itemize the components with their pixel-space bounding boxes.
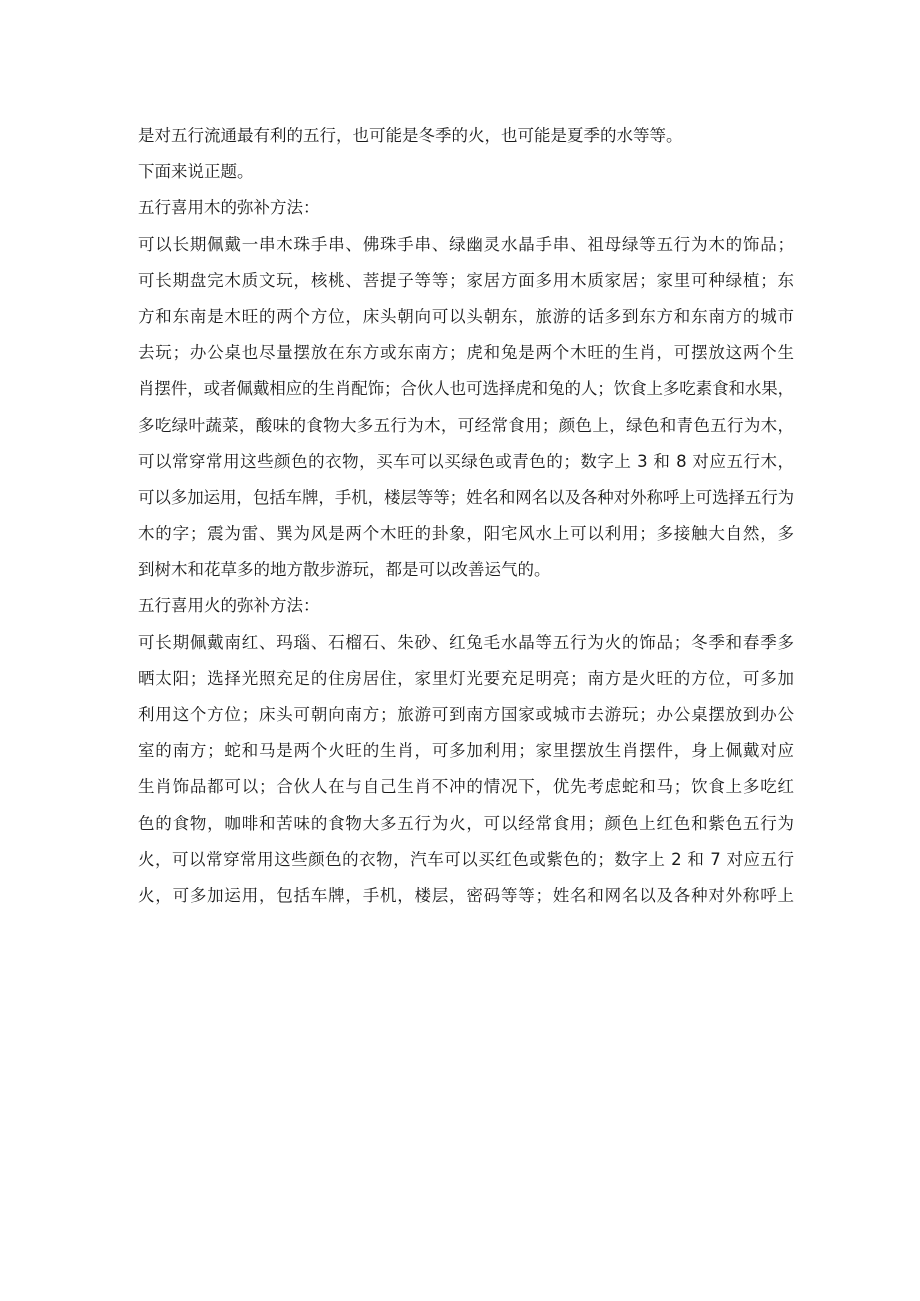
section-heading-wood: 五行喜用木的弥补方法：	[138, 198, 320, 218]
text-line-6: 方和东南是木旺的两个方位，床头朝向可以头朝东，旅游的话多到东方和东南方的城市	[138, 306, 794, 326]
text-line-1: 是对五行流通最有利的五行，也可能是冬季的火，也可能是夏季的水等等。	[138, 126, 683, 145]
text-line-8: 肖摆件，或者佩戴相应的生肖配饰；合伙人也可选择虎和兔的人；饮食上多吃素食和水果，	[138, 379, 794, 399]
document-body	[138, 118, 794, 914]
text-line-11: 可以多加运用，包括车牌，手机，楼层等等；姓名和网名以及各种对外称呼上可选择五行为	[138, 487, 794, 507]
text-line-5: 可长期盘完木质文玩，核桃、菩提子等等；家居方面多用木质家居；家里可种绿植；东	[138, 270, 794, 290]
text-line-9: 多吃绿叶蔬菜，酸味的食物大多五行为木，可经常食用；颜色上，绿色和青色五行为木，	[138, 415, 794, 435]
text-line-17: 利用这个方位；床头可朝向南方；旅游可到南方国家或城市去游玩；办公桌摆放到办公	[138, 705, 794, 724]
text-line-19: 生肖饰品都可以；合伙人在与自己生肖不冲的情况下，优先考虑蛇和马；饮食上多吃红	[138, 777, 794, 797]
text-line-20: 色的食物，咖啡和苦味的食物大多五行为火，可以经常食用；颜色上红色和紫色五行为	[138, 813, 794, 833]
text-line-4: 可以长期佩戴一串木珠手串、佛珠手串、绿幽灵水晶手串、祖母绿等五行为木的饰品；	[138, 234, 794, 254]
text-line-16: 晒太阳；选择光照充足的住房居住，家里灯光要充足明亮；南方是火旺的方位，可多加	[138, 668, 794, 688]
text-line-12: 木的字；震为雷、巽为风是两个木旺的卦象，阳宅风水上可以利用；多接触大自然，多	[138, 524, 794, 544]
text-line-7: 去玩；办公桌也尽量摆放在东方或东南方；虎和兔是两个木旺的生肖，可摆放这两个生	[138, 343, 794, 363]
text-line-10: 可以常穿常用这些颜色的衣物，买车可以买绿色或青色的；数字上 3 和 8 对应五行木，	[138, 451, 794, 471]
text-line-2: 下面来说正题。	[138, 162, 254, 182]
text-line-22: 火，可多加运用，包括车牌，手机，楼层，密码等等；姓名和网名以及各种对外称呼上	[138, 885, 794, 905]
section-heading-fire: 五行喜用火的弥补方法：	[138, 596, 320, 616]
text-line-13: 到树木和花草多的地方散步游玩，都是可以改善运气的。	[138, 560, 551, 580]
text-line-21: 火，可以常穿常用这些颜色的衣物，汽车可以买红色或紫色的；数字上 2 和 7 对应五行	[138, 849, 794, 869]
text-line-15: 可长期佩戴南红、玛瑙、石榴石、朱砂、红兔毛水晶等五行为火的饰品；冬季和春季多	[138, 632, 794, 652]
text-line-18: 室的南方；蛇和马是两个火旺的生肖，可多加利用；家里摆放生肖摆件，身上佩戴对应	[138, 741, 794, 761]
